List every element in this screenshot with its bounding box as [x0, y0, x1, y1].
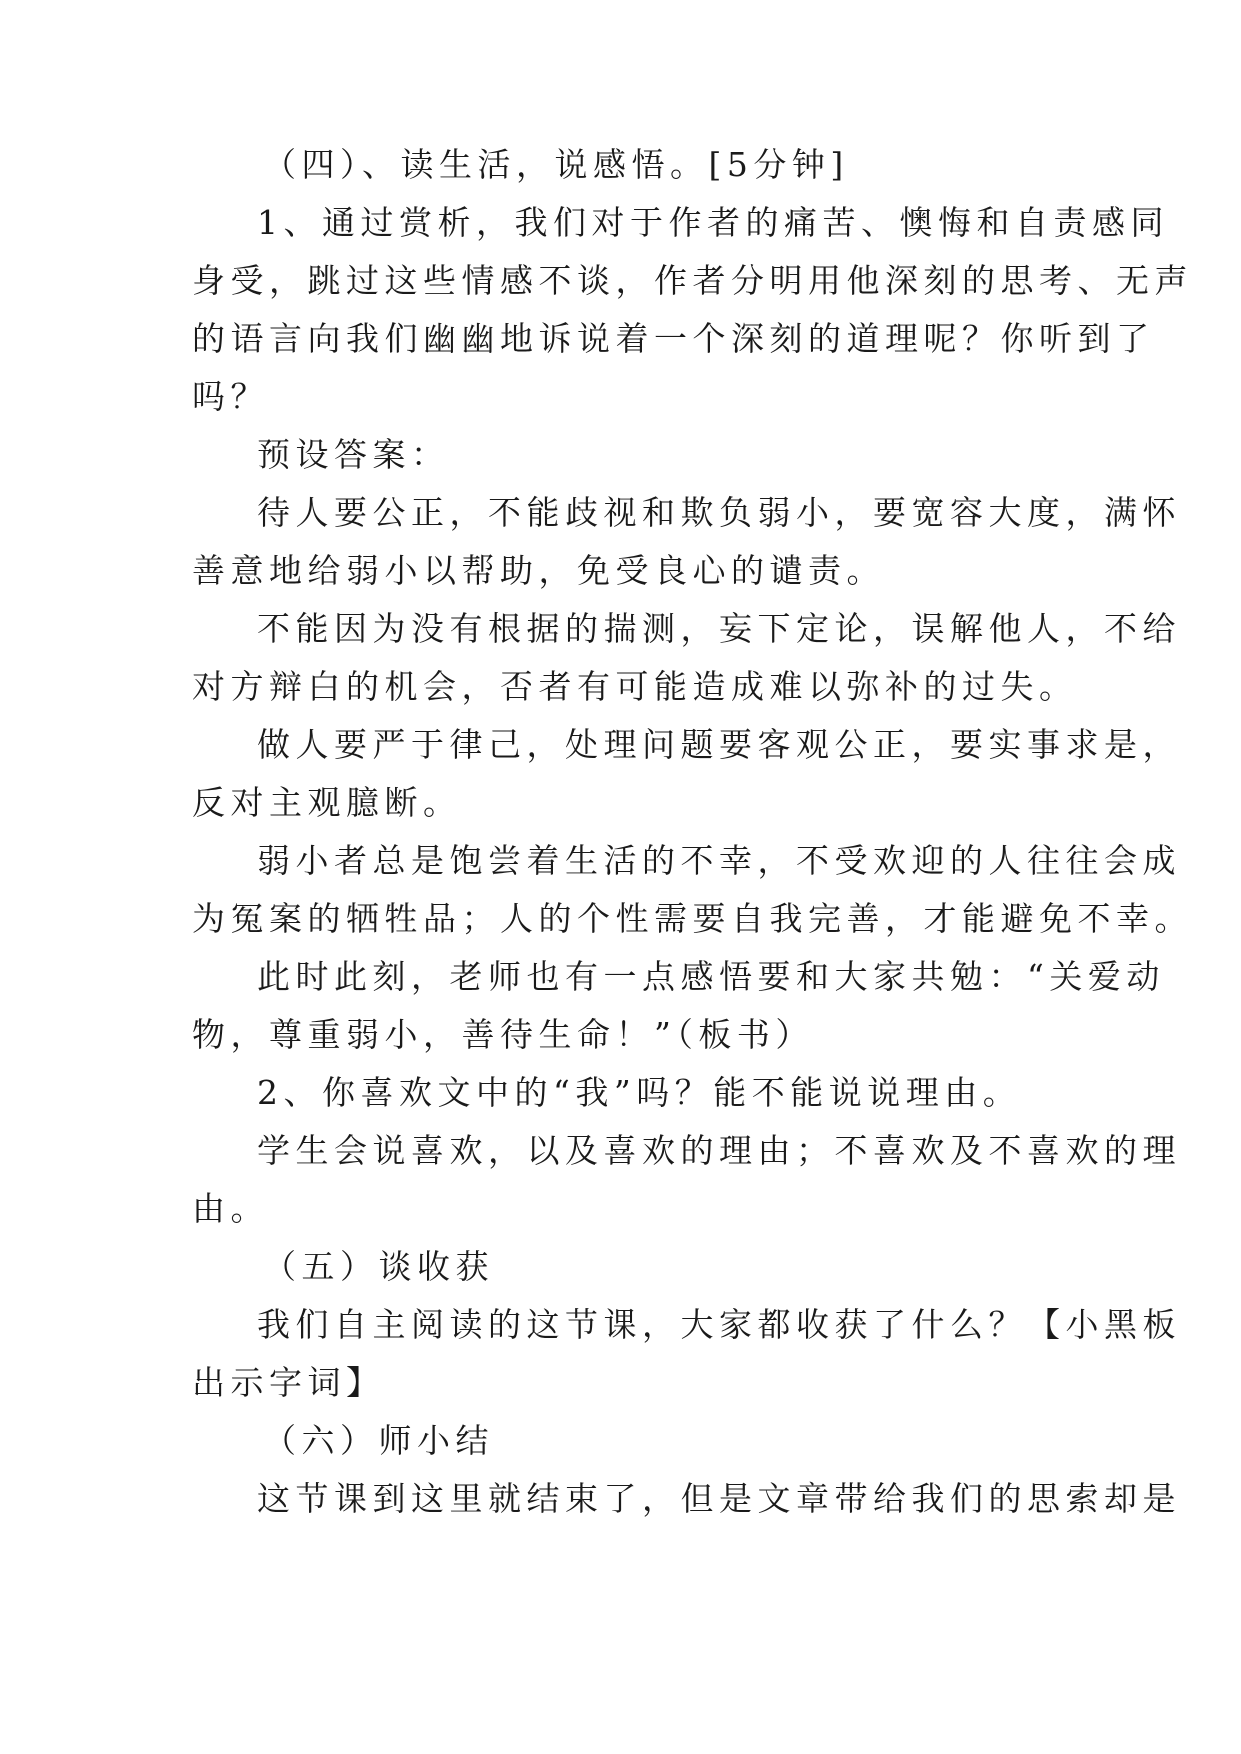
paragraph-line: 物，尊重弱小，善待生命！”（板书）	[192, 1015, 814, 1054]
paragraph-line: 此时此刻，老师也有一点感悟要和大家共勉：“关爱动	[257, 957, 1165, 996]
paragraph-line: 2、你喜欢文中的“我”吗？能不能说说理由。	[257, 1073, 1022, 1112]
paragraph-line: 善意地给弱小以帮助，免受良心的谴责。	[192, 551, 885, 590]
paragraph-line: 反对主观臆断。	[192, 783, 462, 822]
paragraph-line: 1、通过赏析，我们对于作者的痛苦、懊悔和自责感同	[257, 203, 1169, 242]
paragraph-line: 弱小者总是饱尝着生活的不幸，不受欢迎的人往往会成	[257, 841, 1181, 880]
paragraph-line: 学生会说喜欢，以及喜欢的理由；不喜欢及不喜欢的理	[257, 1131, 1181, 1170]
paragraph-line: 待人要公正，不能歧视和欺负弱小，要宽容大度，满怀	[257, 493, 1181, 532]
paragraph-line: 预设答案：	[257, 435, 450, 474]
paragraph-line: 我们自主阅读的这节课，大家都收获了什么？【小黑板	[257, 1305, 1181, 1344]
paragraph-line: 身受，跳过这些情感不谈，作者分明用他深刻的思考、无声	[192, 261, 1193, 300]
paragraph-line: 为冤案的牺牲品；人的个性需要自我完善，才能避免不幸。	[192, 899, 1193, 938]
section-heading-5: （五）谈收获	[263, 1247, 494, 1286]
paragraph-line: 这节课到这里就结束了，但是文章带给我们的思索却是	[257, 1479, 1181, 1518]
section-heading-6: （六）师小结	[263, 1421, 494, 1460]
section-heading-4: （四）、读生活，说感悟。[5分钟]	[263, 145, 849, 184]
paragraph-line: 对方辩白的机会，否者有可能造成难以弥补的过失。	[192, 667, 1078, 706]
paragraph-line: 做人要严于律己，处理问题要客观公正，要实事求是，	[257, 725, 1181, 764]
paragraph-line: 吗？	[192, 377, 269, 416]
paragraph-line: 由。	[192, 1189, 269, 1228]
paragraph-line: 出示字词】	[192, 1363, 385, 1402]
paragraph-line: 的语言向我们幽幽地诉说着一个深刻的道理呢？你听到了	[192, 319, 1155, 358]
paragraph-line: 不能因为没有根据的揣测，妄下定论，误解他人，不给	[257, 609, 1181, 648]
